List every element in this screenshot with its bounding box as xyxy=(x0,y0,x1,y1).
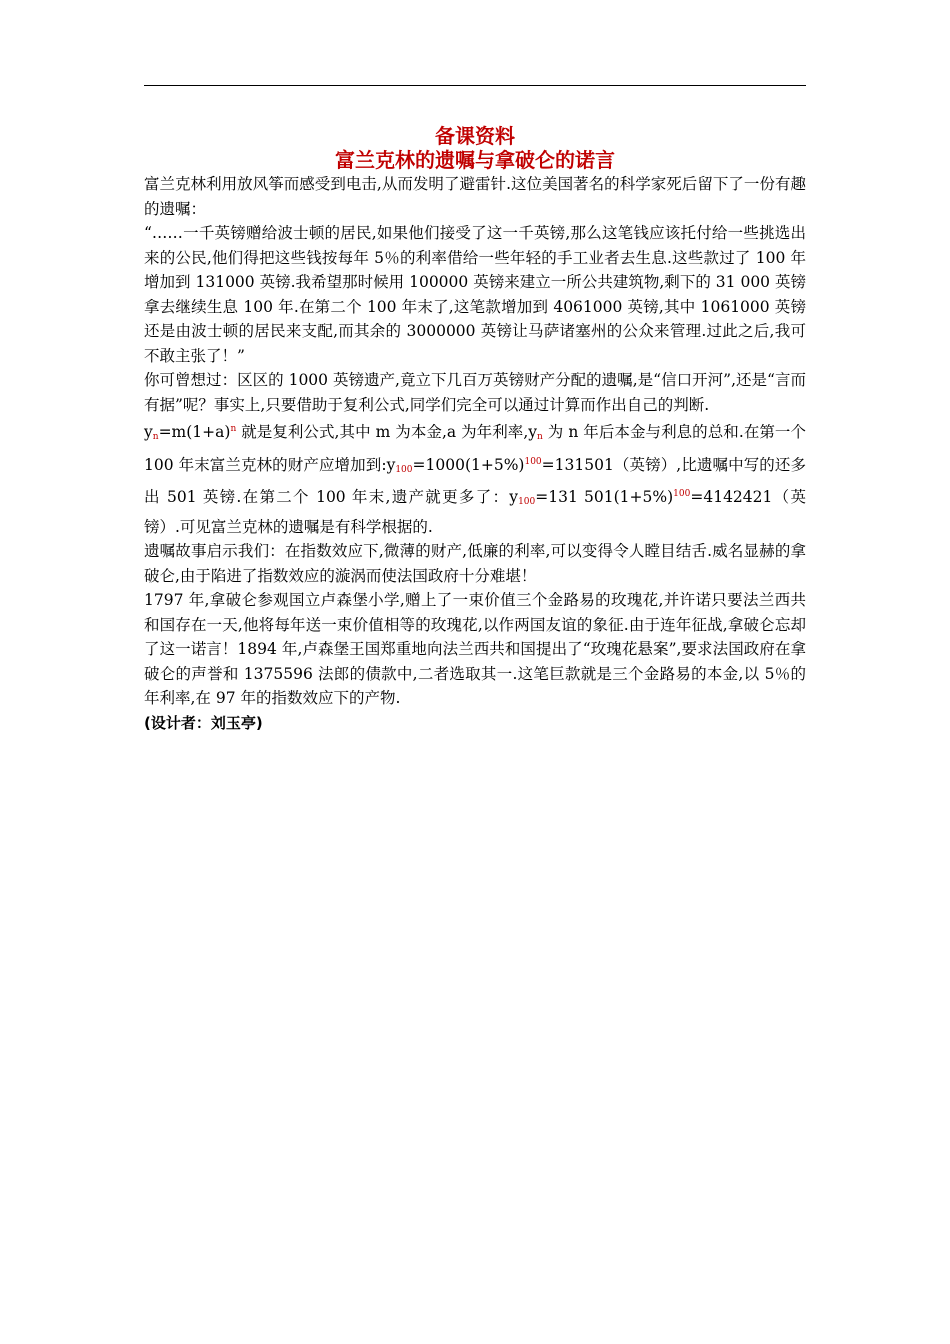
formula-sub100b: 100 xyxy=(518,497,536,507)
header-rule xyxy=(144,85,806,86)
formula-sup100b: 100 xyxy=(673,489,691,499)
formula-y: y xyxy=(144,423,153,441)
formula-eq1: =m(1+a) xyxy=(158,423,231,441)
designer-credit: (设计者：刘玉亭) xyxy=(144,713,263,732)
paragraph-intro: 富兰克林利用放风筝而感受到电击,从而发明了避雷针.这位美国著名的科学家死后留下了一份有趣的遗嘱： xyxy=(144,175,806,218)
formula-n-sub: n xyxy=(152,432,159,442)
formula-sub100a: 100 xyxy=(395,464,413,475)
formula-text1: 就是复利公式,其中 m 为本金,a 为年利率,y xyxy=(236,423,538,441)
formula-text6: =4142421（英镑）.可见富兰克林的遗嘱是有科学根据的. xyxy=(144,488,806,536)
title-block xyxy=(144,124,806,172)
formula-n-sup: n xyxy=(230,424,237,434)
document-body xyxy=(144,172,806,735)
formula-text5: =131 501(1+5%) xyxy=(535,488,674,506)
document-title: 备课资料 xyxy=(435,124,515,148)
formula-text4: =131501（英镑）,比遗嘱中写的还多出 501 英镑.在第二个 100 年末,遗产就更多了：y xyxy=(144,455,806,506)
formula-n-sub2: n xyxy=(537,432,543,442)
paragraph-question: 你可曾想过：区区的 1000 英镑遗产,竟立下几百万英镑财产分配的遗嘱,是“信口开河”,还是“言而有据”呢？事实上,只要借助于复利公式,同学们完全可以通过计算而作出自己的判断. xyxy=(144,371,806,414)
formula-sup100a: 100 xyxy=(524,456,542,467)
formula-text2: 为 n 年后本金与利息的总和.在第一个 100 年末富兰克林的财产应增加到:y xyxy=(144,423,806,474)
formula-text3: =1000(1+5%) xyxy=(412,455,525,474)
paragraph-lesson: 遗嘱故事启示我们：在指数效应下,微薄的财产,低廉的利率,可以变得令人瞠目结舌.威名显赫的拿破仑,由于陷进了指数效应的漩涡而使法国政府十分难堪！ xyxy=(144,542,806,585)
paragraph-napoleon: 1797 年,拿破仑参观国立卢森堡小学,赠上了一束价值三个金路易的玫瑰花,并许诺只要法兰西共和国存在一天,他将每年送一束价值相等的玫瑰花,以作两国友谊的象征.由于连年征战,拿破仑忘却了这一诺言！1894 年,卢森堡王国郑重地向法兰西共和国提出了“玫瑰花悬案”,要求法国政府在拿破仑的声誉和 1375596 法郎的债款中,二者选取其一.这笔巨款就是三个金路易的本金,以 5％的年利率,在 97 年的指数效应下的产物. xyxy=(144,591,806,707)
paragraph-will-quote: “……一千英镑赠给波士顿的居民,如果他们接受了这一千英镑,那么这笔钱应该托付给一些挑选出来的公民,他们得把这些钱按每年 5％的利率借给一些年轻的手工业者去生息.这些款过了 100 年增加到 131000 英镑.我希望那时候用 100000 英镑来建立一所公共建筑物,剩下的 31 000 英镑拿去继续生息 100 年.在第二个 100 年末了,这笔款增加到 4061000 英镑,其中 1061000 英镑还是由波士顿的居民来支配,而其余的 3000000 英镑让马萨诸塞州的公众来管理.过此之后,我可不敢主张了！” xyxy=(144,224,806,365)
document-subtitle: 富兰克林的遗嘱与拿破仑的诺言 xyxy=(335,148,615,172)
paragraph-formula xyxy=(144,417,806,539)
